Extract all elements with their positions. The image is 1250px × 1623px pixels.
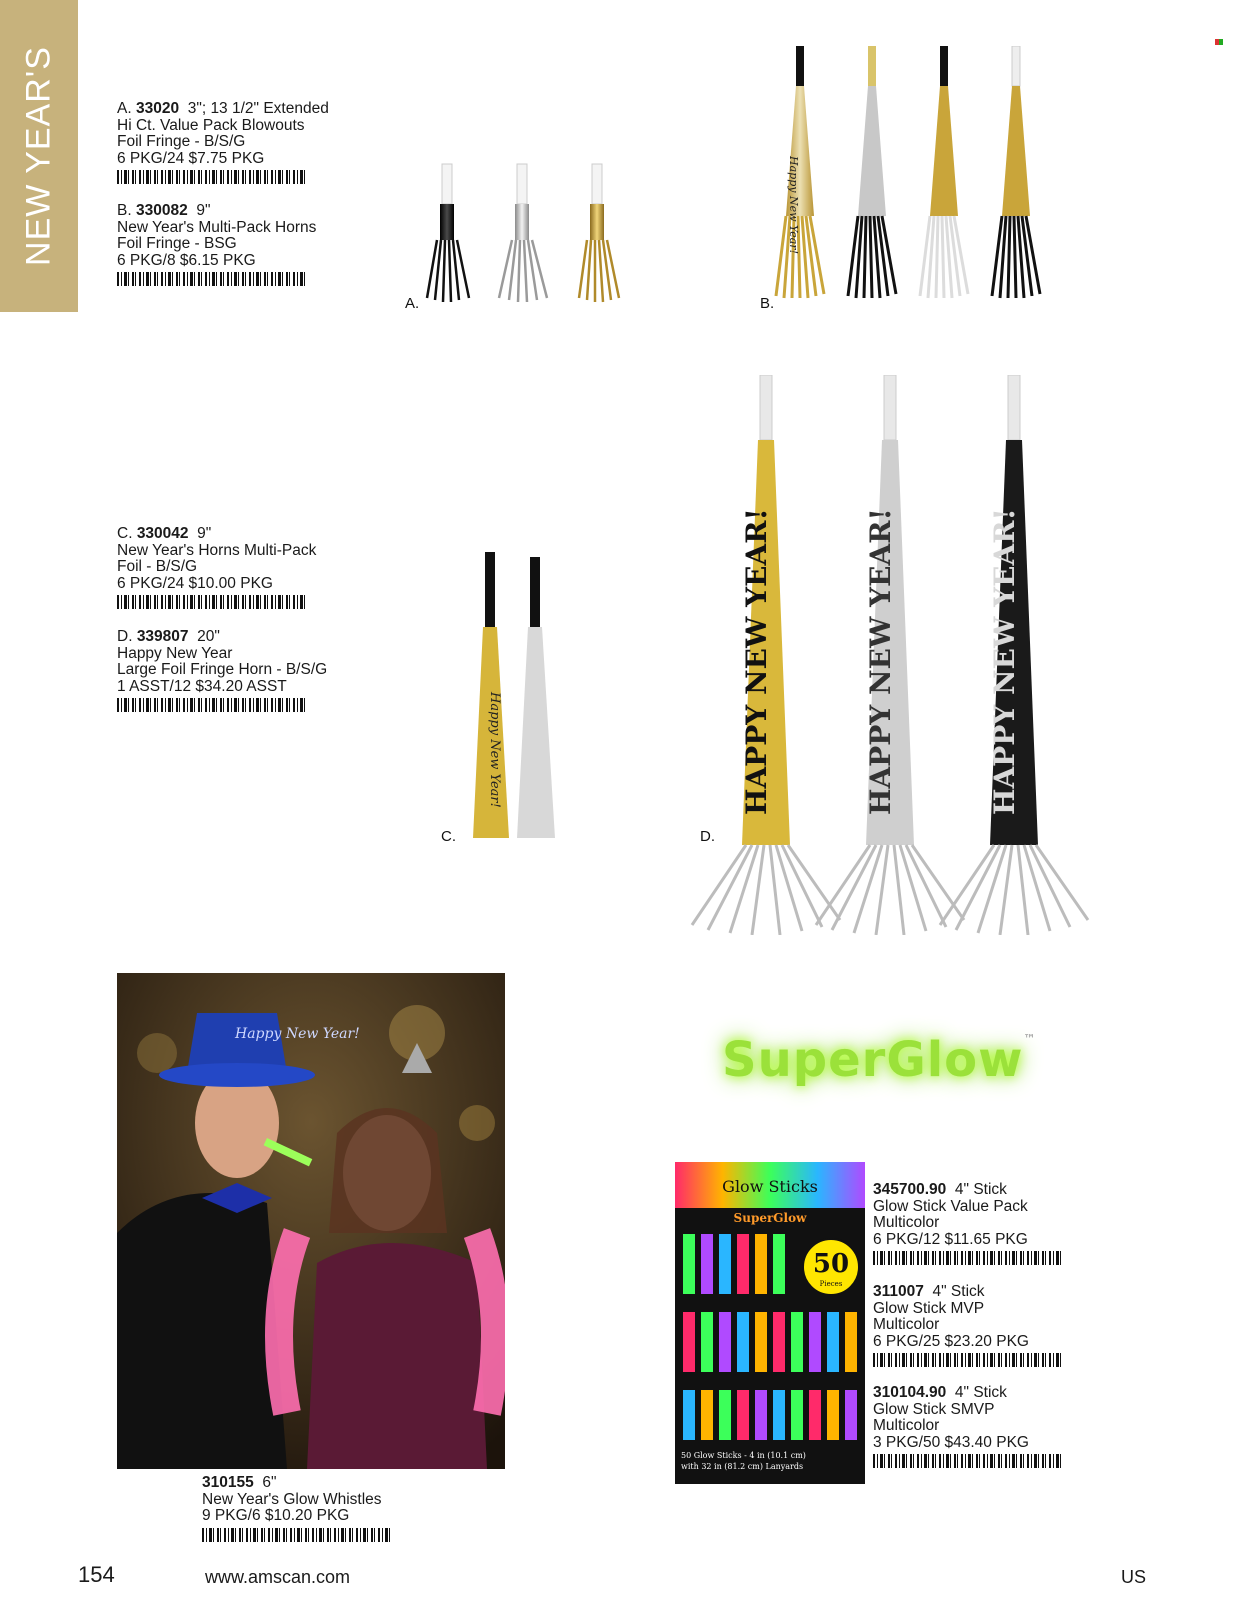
product-code: 339807	[136, 628, 189, 645]
barcode	[117, 595, 307, 609]
badge-text: Pieces	[819, 1280, 843, 1288]
product-name: Glow Stick MVP	[873, 1299, 985, 1317]
product-color: Multicolor	[873, 1417, 940, 1434]
product-desc: Large Foil Fringe Horn - B/S/G	[117, 661, 328, 678]
region-label: US	[1121, 1567, 1147, 1587]
product-price: 3 PKG/50 $43.40 PKG	[873, 1433, 1029, 1451]
product-name: New Year's Glow Whistles	[202, 1490, 382, 1508]
color-mark-icon	[1215, 32, 1223, 38]
superglow-logo	[722, 1032, 1037, 1088]
man-suit	[117, 1193, 287, 1469]
product-whistle	[202, 1475, 422, 1542]
section-tab-label: NEW YEAR'S	[19, 46, 58, 266]
badge-number: 50	[812, 1249, 850, 1279]
package-title: Glow Sticks	[722, 1177, 818, 1196]
product-name: Glow Stick SMVP	[873, 1400, 995, 1418]
product-color: Multicolor	[873, 1316, 940, 1333]
barcode	[117, 170, 307, 184]
product-code: 345700.90	[873, 1181, 947, 1198]
product-desc: Foil Fringe - BSG	[117, 235, 237, 252]
product-price: 6 PKG/12 $11.65 PKG	[873, 1230, 1028, 1248]
blowout-black	[427, 164, 469, 302]
hat-text: Happy New Year!	[235, 1026, 360, 1042]
blowout-silver	[499, 164, 547, 302]
image-label-d: D.	[700, 828, 715, 845]
product-price: 6 PKG/25 $23.20 PKG	[873, 1332, 1029, 1350]
image-label-a: A.	[405, 295, 420, 312]
product-image-c	[465, 552, 565, 842]
product-c	[117, 526, 337, 609]
product-size: 9"	[196, 202, 211, 219]
product-price: 9 PKG/6 $10.20 PKG	[202, 1507, 350, 1524]
product-letter: C.	[117, 525, 133, 542]
product-size: 4" Stick	[954, 1181, 1007, 1198]
package-bottom-text-2: with 32 in (81.2 cm) Lanyards	[681, 1462, 804, 1471]
product-code: 310104.90	[873, 1384, 947, 1401]
large-horn-silver	[816, 375, 964, 935]
large-horn-label: HAPPY NEW YEAR!	[864, 508, 897, 815]
product-name: Glow Stick Value Pack	[873, 1197, 1028, 1215]
horn-gold-c	[473, 552, 509, 838]
horn-black	[848, 46, 896, 298]
product-code: 33020	[135, 100, 180, 117]
horn-black-2	[992, 46, 1040, 298]
product-price: 6 PKG/8 $6.15 PKG	[117, 251, 256, 269]
product-price: 6 PKG/24 $10.00 PKG	[117, 574, 273, 592]
product-price: 1 ASST/12 $34.20 ASST	[117, 677, 287, 695]
product-size: 6"	[262, 1474, 277, 1491]
product-glow-3	[873, 1385, 1093, 1468]
product-glow-1	[873, 1182, 1093, 1265]
product-size: 3"; 13 1/2" Extended	[187, 100, 329, 117]
barcode	[873, 1251, 1063, 1265]
product-letter: A.	[117, 100, 132, 117]
product-price: 6 PKG/24 $7.75 PKG	[117, 149, 265, 167]
product-a	[117, 101, 337, 184]
product-color: Multicolor	[873, 1214, 940, 1231]
product-code: 310155	[202, 1474, 254, 1491]
website-link[interactable]: www.amscan.com	[205, 1567, 351, 1587]
product-code: 311007	[873, 1283, 924, 1300]
product-desc: Foil - B/S/G	[117, 558, 198, 575]
horn-c-script: Happy New Year!	[487, 692, 502, 808]
product-code: 330042	[136, 525, 189, 542]
large-horn-label: HAPPY NEW YEAR!	[988, 508, 1021, 815]
blowout-gold	[579, 164, 619, 302]
barcode	[873, 1353, 1063, 1367]
package-brand: SuperGlow	[733, 1211, 807, 1225]
horn-silver-c	[517, 557, 555, 838]
trademark: ™	[1023, 1032, 1037, 1046]
product-image-d	[690, 375, 1100, 935]
large-horn-black	[940, 375, 1088, 935]
product-letter: B.	[117, 202, 132, 219]
product-name: New Year's Multi-Pack Horns	[117, 218, 317, 236]
barcode	[202, 1528, 392, 1542]
image-label-b: B.	[760, 295, 775, 312]
product-letter: D.	[117, 628, 133, 645]
barcode	[117, 698, 307, 712]
product-size: 4" Stick	[932, 1283, 985, 1300]
product-image-b	[770, 46, 1070, 306]
product-size: 4" Stick	[954, 1384, 1007, 1401]
product-name: New Year's Horns Multi-Pack	[117, 541, 317, 559]
product-desc: Foil Fringe - B/S/G	[117, 133, 246, 150]
party-photo	[117, 973, 505, 1469]
horn-silver	[920, 46, 968, 298]
package-bottom-text: 50 Glow Sticks - 4 in (10.1 cm)	[681, 1451, 806, 1460]
barcode	[117, 272, 307, 286]
large-horn-gold	[692, 375, 840, 935]
product-d	[117, 629, 337, 712]
barcode	[873, 1454, 1063, 1468]
product-name: Happy New Year	[117, 644, 233, 662]
product-size: 9"	[197, 525, 212, 542]
large-horn-label: HAPPY NEW YEAR!	[740, 508, 773, 815]
glow-stick-package	[675, 1162, 865, 1484]
product-glow-2	[873, 1284, 1093, 1367]
superglow-logo-text: SuperGlow	[722, 1032, 1024, 1088]
product-b	[117, 203, 337, 286]
horn-gold	[776, 46, 824, 298]
horn-script-label: Happy New Year!	[787, 156, 800, 255]
product-image-a	[425, 160, 645, 310]
section-tab	[0, 0, 78, 312]
image-label-c: C.	[441, 828, 456, 845]
woman-dress	[307, 1243, 487, 1469]
product-size: 20"	[197, 628, 220, 645]
product-code: 330082	[135, 202, 188, 219]
page-number: 154	[78, 1562, 115, 1587]
product-name: Hi Ct. Value Pack Blowouts	[117, 116, 305, 134]
